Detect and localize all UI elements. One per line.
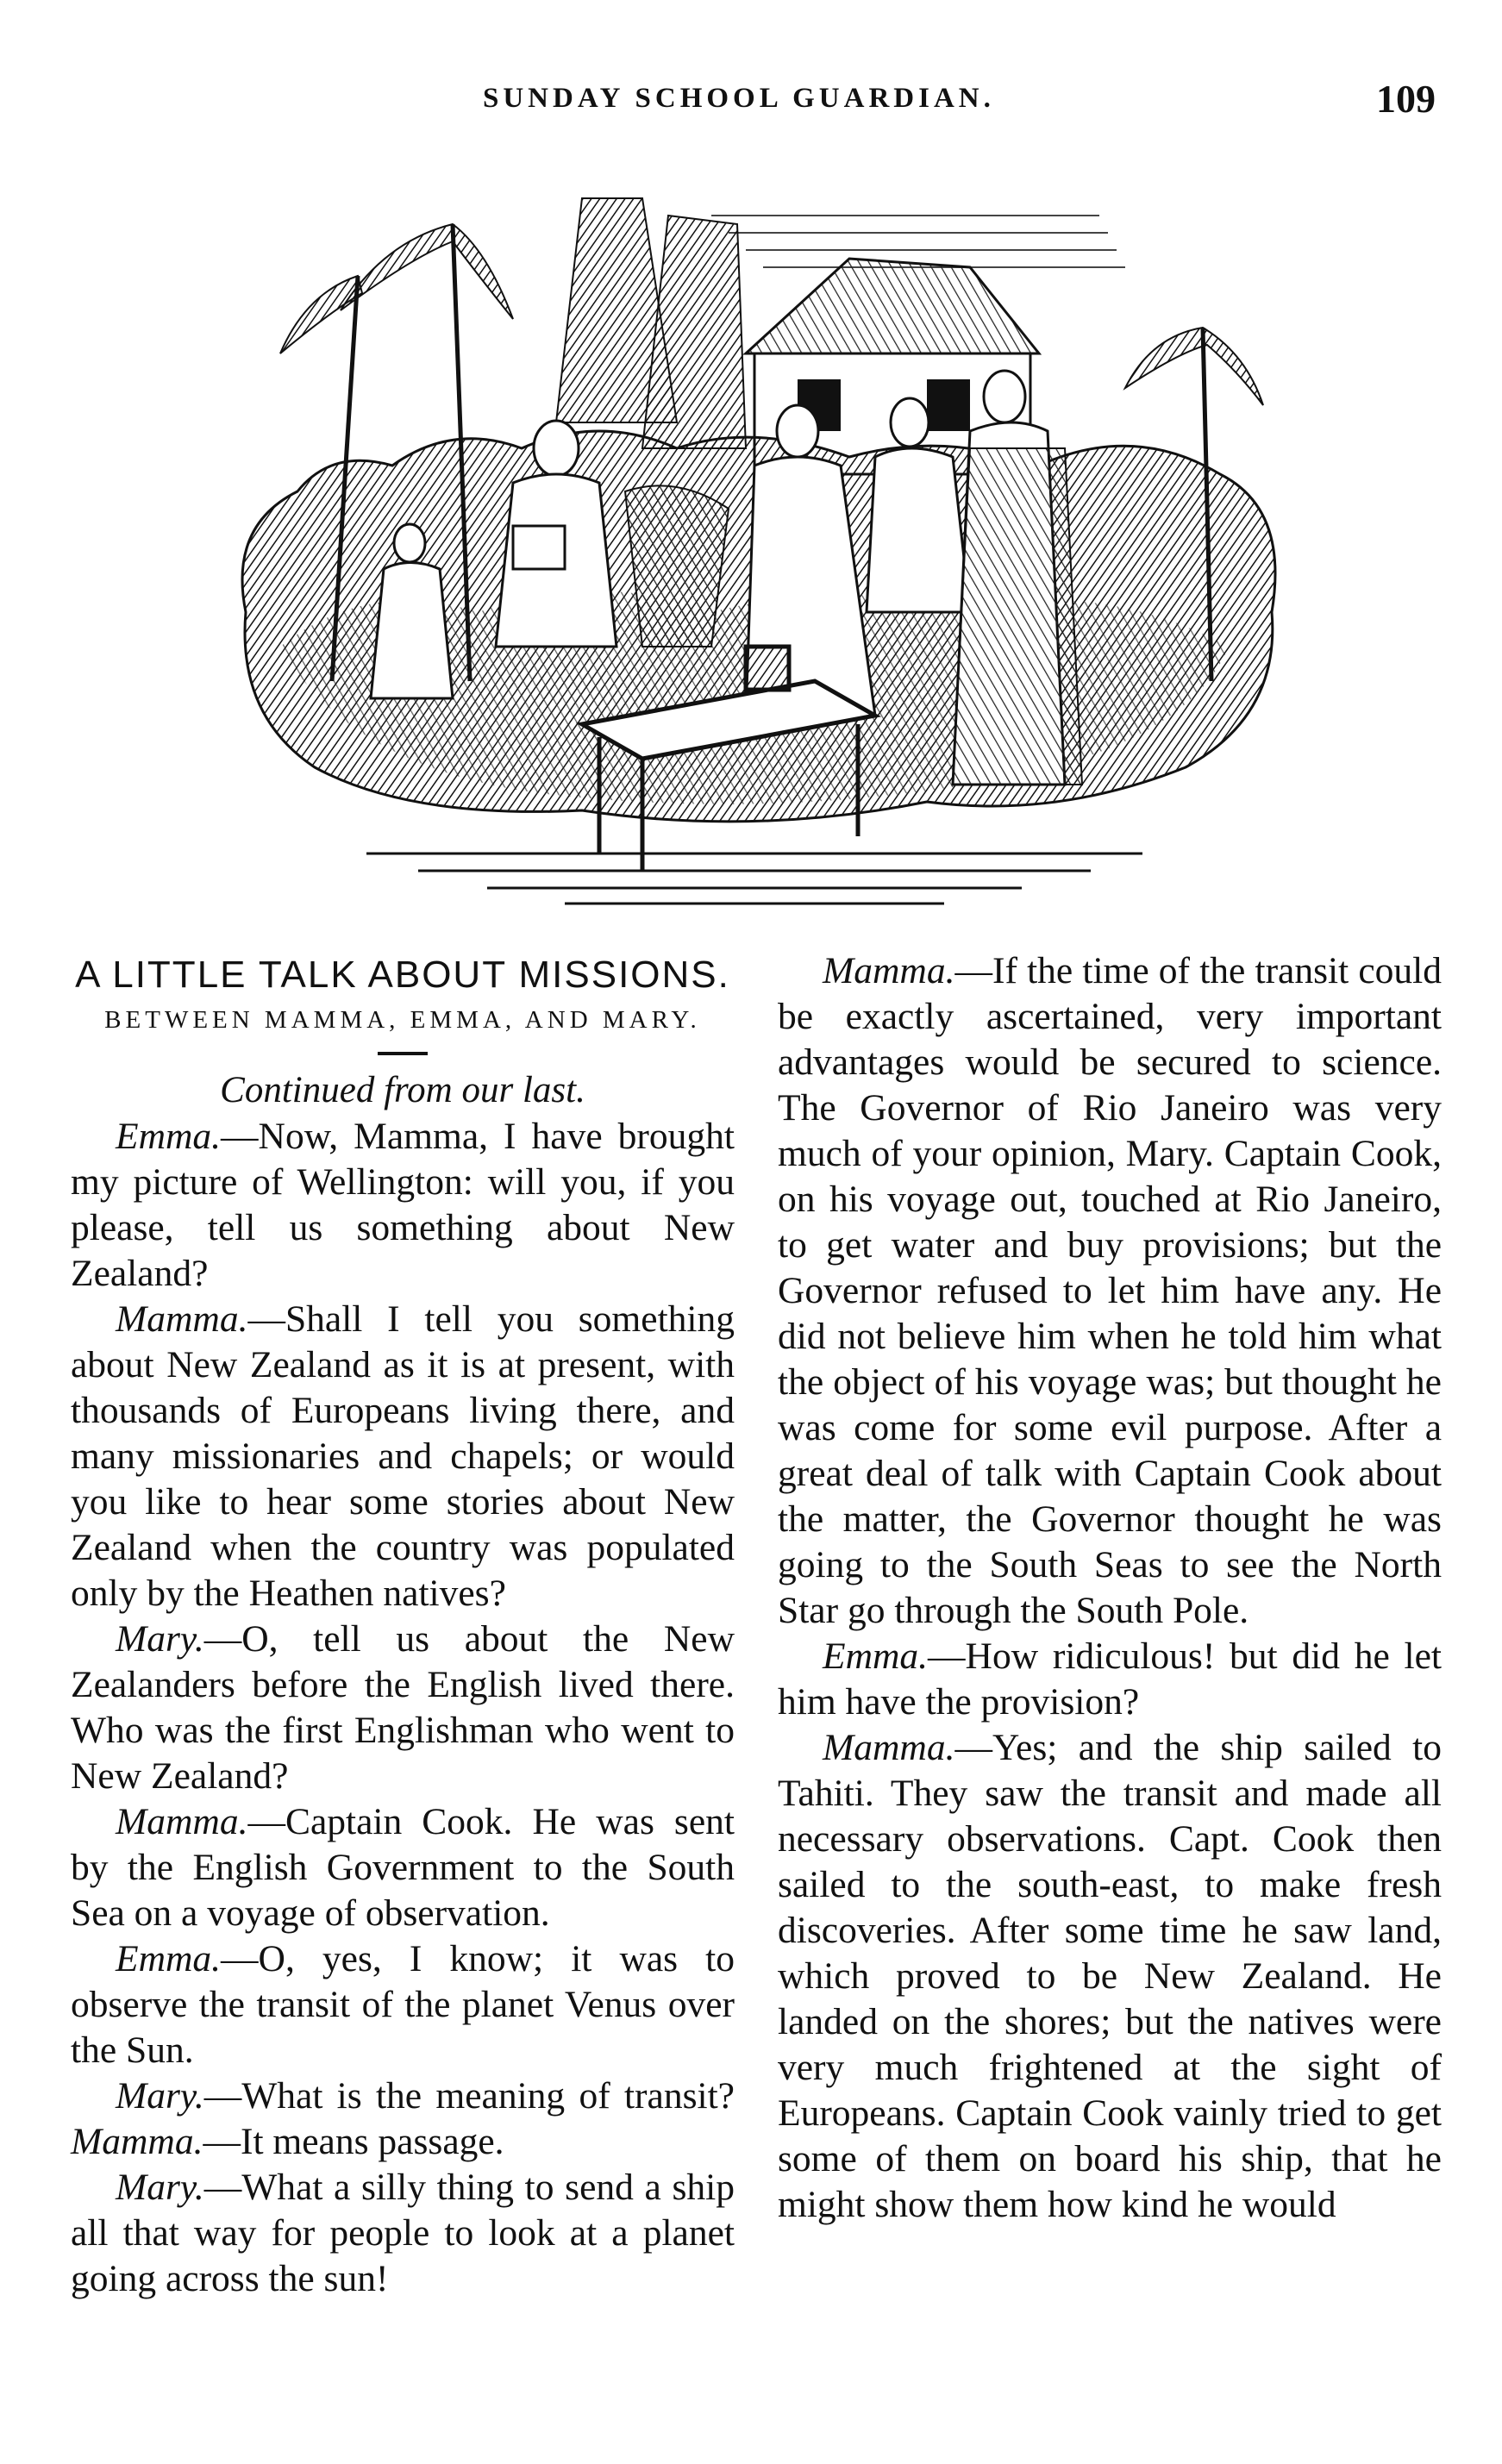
speaker: Emma. [116, 1116, 222, 1157]
page-number: 109 [1376, 77, 1436, 121]
speaker: Mamma. [823, 1727, 955, 1768]
article-subtitle: BETWEEN MAMMA, EMMA, AND MARY. [104, 1006, 701, 1034]
paragraph [71, 1617, 735, 1799]
paragraph [71, 2165, 735, 2302]
paragraph [71, 1114, 735, 1297]
speaker: Emma. [116, 1938, 222, 1979]
running-head [0, 76, 1502, 128]
paragraph-text: —Now, Mamma, I have brought my picture of Wellington: will you, if you please, tell us something about New Zealand? [71, 1116, 735, 1294]
paragraph-text: —Shall I tell you something about New Zealand as it is at present, with thousands of Europeans living there, and many missionaries and chapels; or would you like to hear some stories about New Zealand when the country was populated only by the Heathen natives? [71, 1298, 735, 1614]
paragraph-text: —Captain Cook. He was sent by the English Government to the South Sea on a voyage of observation. [71, 1801, 735, 1934]
paragraph [71, 1936, 735, 2073]
paragraph [71, 2073, 735, 2165]
continued-note: Continued from our last. [220, 1070, 585, 1110]
speaker: Mary. [116, 1618, 204, 1660]
paragraph-text: —If the time of the transit could be exactly ascertained, very important advantages would be secured to science. The Governor of Rio Janeiro was very much of your opinion, Mary. Captain Cook, on his voyage out, touched at Rio Janeiro, to get water and buy provisions; but the Governor refused to let him have any. He did not believe him when he told him what the object of his voyage was; but thought he was come for some evil purpose. After a great deal of talk with Captain Cook about the matter, the Governor thought he was going to the South Seas to see the North Star go through the South Pole. [778, 950, 1442, 1631]
paragraph-text: —How ridiculous! but did he let him have the provision? [778, 1635, 1442, 1723]
right-column [778, 948, 1442, 2228]
speaker: Mary. [116, 2075, 204, 2117]
article-title: A LITTLE TALK ABOUT MISSIONS. [75, 954, 730, 996]
paragraph [778, 1725, 1442, 2228]
paragraph-text: —Yes; and the ship sailed to Tahiti. They saw the transit and made all necessary observations. Capt. Cook then sailed to the south-east, to make fresh discoveries. After some time he saw land, which proved to be New Zealand. He landed on the shores; but the natives were very much frightened at the sight of Europeans. Captain Cook vainly tried to get some of them on board his ship, that he might show them how kind he would [778, 1727, 1442, 2225]
paragraph-text: —It means passage. [203, 2121, 504, 2162]
paragraph-text: —O, yes, I know; it was to observe the transit of the planet Venus over the Sun. [71, 1938, 735, 2071]
left-column [71, 948, 735, 2302]
speaker: Mamma. [116, 1801, 248, 1842]
paragraph [778, 1634, 1442, 1725]
woodcut-engraving-icon [194, 164, 1315, 922]
paragraph [71, 1297, 735, 1617]
paragraph [71, 1799, 735, 1936]
running-title: SUNDAY SCHOOL GUARDIAN. [483, 83, 995, 114]
divider [378, 1052, 428, 1055]
paragraph-text: —What is the meaning of transit? [203, 2075, 735, 2117]
paragraph [778, 948, 1442, 1634]
speaker: Mamma. [116, 1298, 248, 1340]
speaker: Mary. [116, 2167, 204, 2208]
speaker: Mamma. [71, 2121, 203, 2162]
paragraph-text: —What a silly thing to send a ship all that way for people to look at a planet going across the sun! [71, 2167, 735, 2299]
paragraph-text: —O, tell us about the New Zealanders before the English lived there. Who was the first Englishman who went to New Zealand? [71, 1618, 735, 1797]
speaker: Mamma. [823, 950, 955, 991]
speaker: Emma. [823, 1635, 929, 1677]
